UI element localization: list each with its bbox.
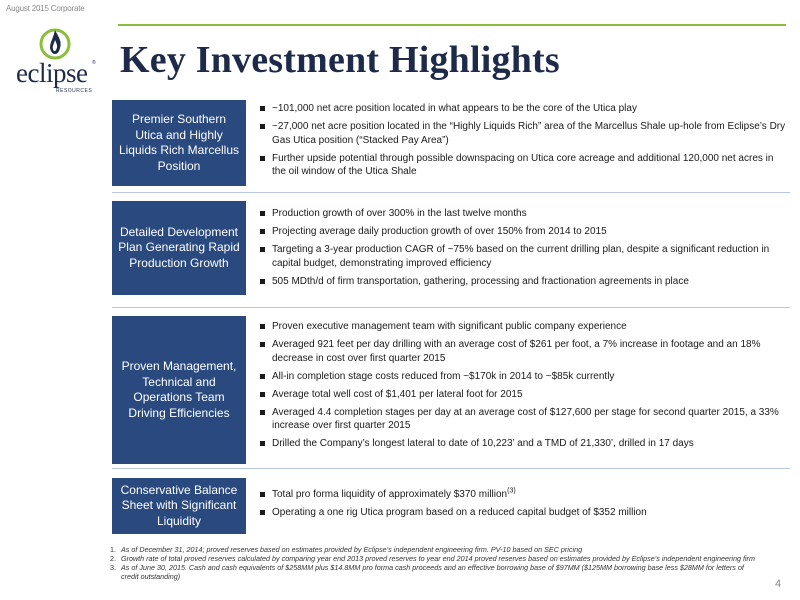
square-bullet-icon (260, 279, 265, 284)
logo-wordmark: eclipse (16, 58, 88, 88)
square-bullet-icon (260, 247, 265, 252)
bullet-item: Proven executive management team with significant public company experience (258, 320, 790, 334)
bullet-item: Targeting a 3-year production CAGR of ~75% based on the current drilling plan, despite a significant reduction in capital budget, demonstrating improved efficiency (258, 243, 790, 270)
row-divider (112, 307, 790, 308)
footnote-ref: (3) (507, 487, 516, 495)
bullet-item: ~27,000 net acre position located in the “Highly Liquids Rich” area of the Marcellus Shale up-hole from Eclipse’s Dry Gas Utica position (“Stacked Pay Area”) (258, 120, 790, 147)
bullet-item: Operating a one rig Utica program based on a reduced capital budget of $352 million (258, 506, 790, 520)
square-bullet-icon (260, 106, 265, 111)
title-rule (118, 24, 786, 26)
highlight-label: Conservative Balance Sheet with Significant Liquidity (112, 478, 246, 534)
logo-registered: ® (92, 60, 96, 66)
square-bullet-icon (260, 124, 265, 129)
square-bullet-icon (260, 211, 265, 216)
square-bullet-icon (260, 342, 265, 347)
row-divider (112, 468, 790, 469)
footnote-item: 3. As of June 30, 2015. Cash and cash equivalents of $258MM plus $14.8MM pro forma cash proceeds and an effective borrowing base of $97MM ($125MM borrowing base less $28MM for letters of credit outstanding) (110, 563, 744, 581)
company-logo (12, 22, 98, 94)
bullet-item: Projecting average daily production growth of over 150% from 2014 to 2015 (258, 225, 790, 239)
footnote-item: 2. Growth rate of total proved reserves calculated by comparing year end 2013 proved reserves to year end 2014 proved reserves based on estimates provided by Eclipse’s independent engineering firm (110, 554, 755, 563)
square-bullet-icon (260, 392, 265, 397)
bullet-item: Further upside potential through possible downspacing on Utica core acreage and additional 120,000 net acres in the oil window of the Utica Shale (258, 152, 790, 179)
bullet-item: ~101,000 net acre position located in what appears to be the core of the Utica play (258, 102, 790, 116)
page-number: 4 (775, 578, 782, 590)
highlight-bullets (258, 320, 790, 455)
square-bullet-icon (260, 441, 265, 446)
logo-subtext: RESOURCES (56, 88, 93, 94)
bullet-item: Average total well cost of $1,401 per lateral foot for 2015 (258, 388, 790, 402)
square-bullet-icon (260, 510, 265, 515)
bullet-item: Averaged 4.4 completion stages per day at an average cost of $127,600 per stage for second quarter 2015, a 33% increase over first quarter 2015 (258, 406, 790, 433)
highlight-label: Proven Management, Technical and Operations Team Driving Efficiencies (112, 316, 246, 464)
highlight-bullets (258, 207, 790, 293)
highlight-bullets (258, 102, 790, 183)
square-bullet-icon (260, 229, 265, 234)
page-title: Key Investment Highlights (120, 39, 560, 81)
highlight-label: Premier Southern Utica and Highly Liquids Rich Marcellus Position (112, 100, 246, 186)
square-bullet-icon (260, 324, 265, 329)
footnote-item: 1. As of December 31, 2014; proved reserves based on estimates provided by Eclipse’s independent engineering firm. PV-10 based on SEC pricing (110, 545, 583, 554)
bullet-item: Averaged 921 feet per day drilling with an average cost of $261 per foot, a 7% increase in footage and an 18% decrease in cost over first quarter 2015 (258, 338, 790, 365)
flame-logo-icon (38, 26, 72, 60)
square-bullet-icon (260, 374, 265, 379)
bullet-item: All-in completion stage costs reduced from ~$170k in 2014 to ~$85k currently (258, 370, 790, 384)
square-bullet-icon (260, 410, 265, 415)
square-bullet-icon (260, 156, 265, 161)
highlight-label: Detailed Development Plan Generating Rapid Production Growth (112, 201, 246, 295)
bullet-item: Total pro forma liquidity of approximately $370 million$^{(3)}$ (258, 488, 790, 502)
bullet-item: Drilled the Company’s longest lateral to date of 10,223’ and a TMD of 21,330’, drilled in 17 days (258, 437, 790, 451)
square-bullet-icon (260, 492, 265, 497)
footnotes (110, 545, 760, 581)
highlight-bullets (258, 488, 790, 524)
bullet-item: 505 MDth/d of firm transportation, gathering, processing and fractionation agreements in place (258, 275, 790, 289)
row-divider (112, 192, 790, 193)
bullet-item: Production growth of over 300% in the last twelve months (258, 207, 790, 221)
header-tag: August 2015 Corporate (6, 4, 85, 13)
